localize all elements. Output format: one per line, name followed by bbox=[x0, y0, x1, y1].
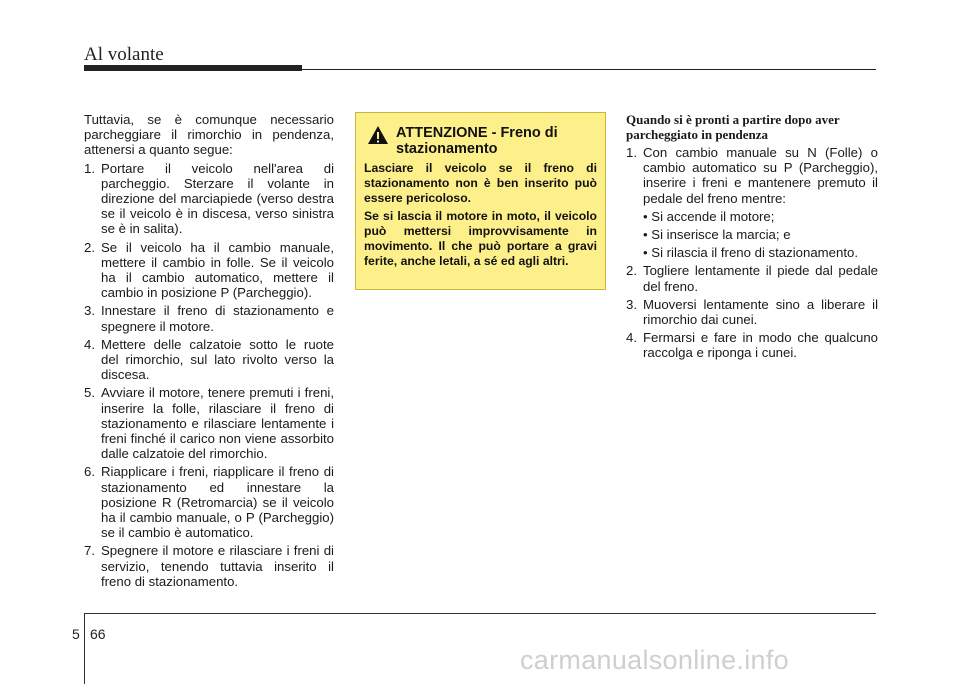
step-text: Portare il veicolo nell'area di parcheggio. Sterzare il volante in direzione del marciapiede (verso destra se il veicolo è in discesa, verso sinistra se è in salita). bbox=[101, 160, 334, 237]
warning-triangle-icon bbox=[367, 125, 389, 145]
footer-rule bbox=[84, 613, 876, 614]
step-number: 4. bbox=[84, 336, 95, 352]
page-number: 66 bbox=[90, 626, 106, 642]
step-text: Mettere delle calzatoie sotto le ruote del rimorchio, sul lato rivolto verso la discesa. bbox=[101, 336, 334, 383]
warning-paragraph: Lasciare il veicolo se il freno di stazionamento non è ben inserito può essere pericoloso. bbox=[364, 161, 597, 205]
list-item bbox=[626, 263, 878, 293]
list-item bbox=[84, 337, 334, 383]
header-bar bbox=[84, 65, 302, 71]
header-rule bbox=[302, 69, 876, 70]
step-number: 3. bbox=[626, 296, 637, 312]
right-column bbox=[626, 112, 878, 364]
step-text: Avviare il motore, tenere premuti i freni, inserire la folle, rilasciare il freno di stazionamento e rilasciare lentamente i freni finché il carico non viene assorbito dalle calzatoie del rimorchio. bbox=[101, 385, 334, 462]
page-header-title: Al volante bbox=[84, 44, 164, 65]
step-number: 6. bbox=[84, 464, 95, 480]
warning-title: ATTENZIONE - Freno di stazionamento bbox=[396, 125, 558, 157]
bullet-item: • Si accende il motore; bbox=[643, 208, 775, 224]
departure-steps-list-continued bbox=[626, 263, 878, 360]
departure-steps-list bbox=[626, 145, 878, 206]
list-item bbox=[84, 543, 334, 589]
list-item bbox=[626, 297, 878, 327]
step-text: Riapplicare i freni, riapplicare il freno di stazionamento ed innestare la posizione R (Retromarcia) se il veicolo ha il cambio manuale, o P (Parcheggio) se il cambio è automatico. bbox=[101, 464, 334, 541]
left-column bbox=[84, 112, 334, 592]
list-item bbox=[84, 240, 334, 301]
step-text: Fermarsi e fare in modo che qualcuno raccolga e riponga i cunei. bbox=[643, 330, 878, 361]
intro-paragraph: Tuttavia, se è comunque necessario parcheggiare il rimorchio in pendenza, attenersi a quanto segue: bbox=[84, 112, 334, 158]
step-number: 4. bbox=[626, 330, 637, 346]
step-number: 3. bbox=[84, 303, 95, 319]
step-text: Se il veicolo ha il cambio manuale, mettere il cambio in folle. Se il veicolo ha il cambio automatico, mettere il cambio in posizione P (Parcheggio). bbox=[101, 239, 334, 301]
list-item bbox=[626, 145, 878, 206]
list-item bbox=[84, 385, 334, 461]
step-number: 1. bbox=[84, 160, 95, 176]
section-heading: Quando si è pronti a partire dopo aver parcheggiato in pendenza bbox=[626, 112, 840, 142]
step-number: 2. bbox=[84, 239, 95, 255]
step-text: Spegnere il motore e rilasciare i freni di servizio, tenendo tuttavia inserito il freno di stazionamento. bbox=[101, 543, 334, 589]
bullet-item: • Si inserisce la marcia; e bbox=[643, 227, 791, 243]
warning-box bbox=[355, 112, 606, 290]
bullet-list bbox=[626, 209, 878, 261]
step-text: Innestare il freno di stazionamento e spegnere il motore. bbox=[101, 303, 334, 334]
list-item bbox=[84, 303, 334, 333]
step-number: 5. bbox=[84, 385, 95, 401]
list-item bbox=[626, 330, 878, 360]
chapter-number: 5 bbox=[72, 626, 80, 642]
bullet-item: • Si rilascia il freno di stazionamento. bbox=[643, 245, 858, 261]
step-text: Muoversi lentamente sino a liberare il rimorchio dai cunei. bbox=[643, 296, 878, 328]
warning-header bbox=[364, 123, 597, 161]
footer-divider bbox=[84, 614, 85, 684]
warning-paragraph: Se si lascia il motore in moto, il veicolo può mettersi improvvisamente in movimento. Il che può portare a gravi ferite, anche letali, a sé ed agli altri. bbox=[364, 209, 597, 268]
step-number: 1. bbox=[626, 145, 637, 160]
parking-steps-list bbox=[84, 161, 334, 589]
watermark: carmanualsonline.info bbox=[520, 645, 789, 675]
step-text: Con cambio manuale su N (Folle) o cambio automatico su P (Parcheggio), inserire i freni e mantenere premuto il pedale del freno mentre: bbox=[643, 145, 878, 206]
step-text: Togliere lentamente il piede dal pedale del freno. bbox=[643, 263, 878, 294]
list-item bbox=[84, 464, 334, 540]
step-number: 2. bbox=[626, 263, 637, 279]
list-item bbox=[84, 161, 334, 237]
step-number: 7. bbox=[84, 543, 95, 559]
